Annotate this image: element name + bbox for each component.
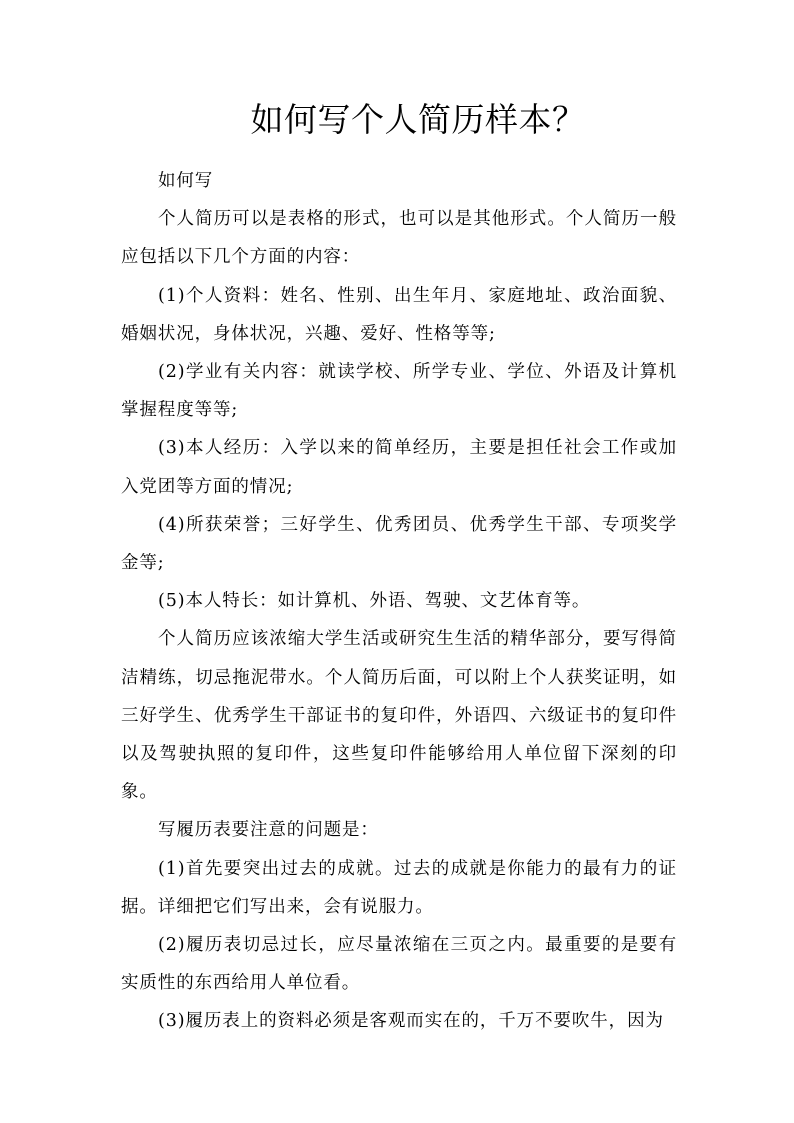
document-body xyxy=(121,162,677,1041)
page-title: 如何写个人简历样本？ xyxy=(250,100,586,139)
list-item-achievements: (1)首先要突出过去的成就。过去的成就是你能力的最有力的证据。详细把它们写出来，会有说服力。 xyxy=(121,858,677,917)
list-item-experience: (3)本人经历：入学以来的简单经历，主要是担任社会工作或加入党团等方面的情况; xyxy=(121,438,677,497)
list-item-education: (2)学业有关内容：就读学校、所学专业、学位、外语及计算机掌握程度等等; xyxy=(121,362,677,421)
list-item-length: (2)履历表切忌过长，应尽量浓缩在三页之内。最重要的是要有实质性的东西给用人单位看。 xyxy=(121,935,677,994)
list-item-objective: (3)履历表上的资料必须是客观而实在的，千万不要吹牛，因为 xyxy=(158,1011,664,1032)
list-item-skills: (5)本人特长：如计算机、外语、驾驶、文艺体育等。 xyxy=(158,591,591,612)
section-heading: 如何写 xyxy=(158,171,214,191)
list-item-personal-info: (1)个人资料：姓名、性别、出生年月、家庭地址、政治面貌、婚姻状况，身体状况，兴趣、爱好、性格等等; xyxy=(121,285,677,344)
section-subheading: 写履历表要注意的问题是： xyxy=(158,820,379,841)
paragraph-intro: 个人简历可以是表格的形式，也可以是其他形式。个人简历一般应包括以下几个方面的内容： xyxy=(121,209,677,268)
list-item-honors: (4)所获荣誉；三好学生、优秀团员、优秀学生干部、专项奖学金等; xyxy=(121,514,677,574)
paragraph-summary: 个人简历应该浓缩大学生活或研究生生活的精华部分，要写得简洁精练，切忌拖泥带水。个人简历后面，可以附上个人获奖证明，如三好学生、优秀学生干部证书的复印件，外语四、六级证书的复印件以及驾驶执照的复印件，这些复印件能够给用人单位留下深刻的印象。 xyxy=(121,629,677,803)
